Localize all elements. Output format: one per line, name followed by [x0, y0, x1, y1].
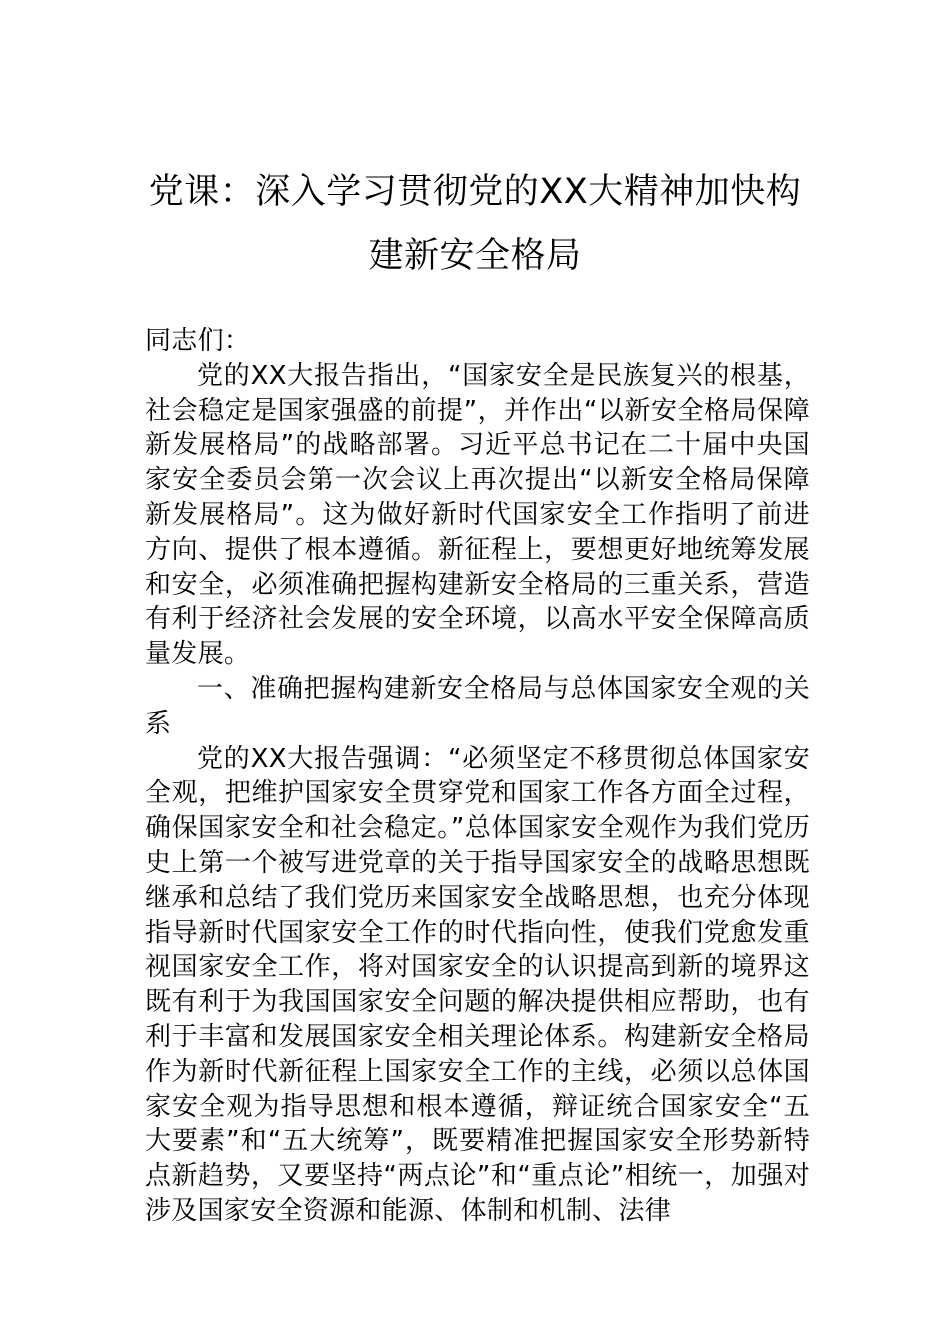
paragraph-intro: 党的XX大报告指出，“国家安全是民族复兴的根基，社会稳定是国家强盛的前提”，并作出“以新安全格局保障新发展格局”的战略部署。习近平总书记在二十届中央国家安全委员会第一次会议上再次提出“以新安全格局保障新发展格局”。这为做好新时代国家安全工作指明了前进方向、提供了根本遵循。新征程上，要想更好地统筹发展和安全，必须准确把握构建新安全格局的三重关系，营造有利于经济社会发展的安全环境，以高水平安全保障高质量发展。 — [145, 360, 810, 670]
salutation: 同志们： — [145, 326, 251, 356]
section-heading-1: 一、准确把握构建新安全格局与总体国家安全观的关系 — [145, 673, 810, 739]
title-line-1: 党课：深入学习贯彻党的XX大精神加快构 — [148, 172, 802, 212]
paragraph-section-1: 党的XX大报告强调：“必须坚定不移贯彻总体国家安全观，把维护国家安全贯穿党和国家工作各方面全过程，确保国家安全和社会稳定。”总体国家安全观作为我们党历史上第一个被写进党章的关于指导国家安全的战略思想既继承和总结了我们党历来国家安全战略思想，也充分体现指导新时代国家安全工作的时代指向性，使我们党愈发重视国家安全工作，将对国家安全的认识提高到新的境界这既有利于为我国国家安全问题的解决提供相应帮助，也有利于丰富和发展国家安全相关理论体系。构建新安全格局作为新时代新征程上国家安全工作的主线，必须以总体国家安全观为指导思想和根本遵循，辩证统合国家安全“五大要素”和“五大统筹”，既要精准把握国家安全形势新特点新趋势，又要坚持“两点论”和“重点论”相统一，加强对涉及国家安全资源和能源、体制和机制、法律 — [145, 743, 810, 1226]
title-line-2: 建新安全格局 — [368, 236, 582, 276]
document-title — [120, 160, 830, 288]
document-body — [145, 324, 810, 1229]
